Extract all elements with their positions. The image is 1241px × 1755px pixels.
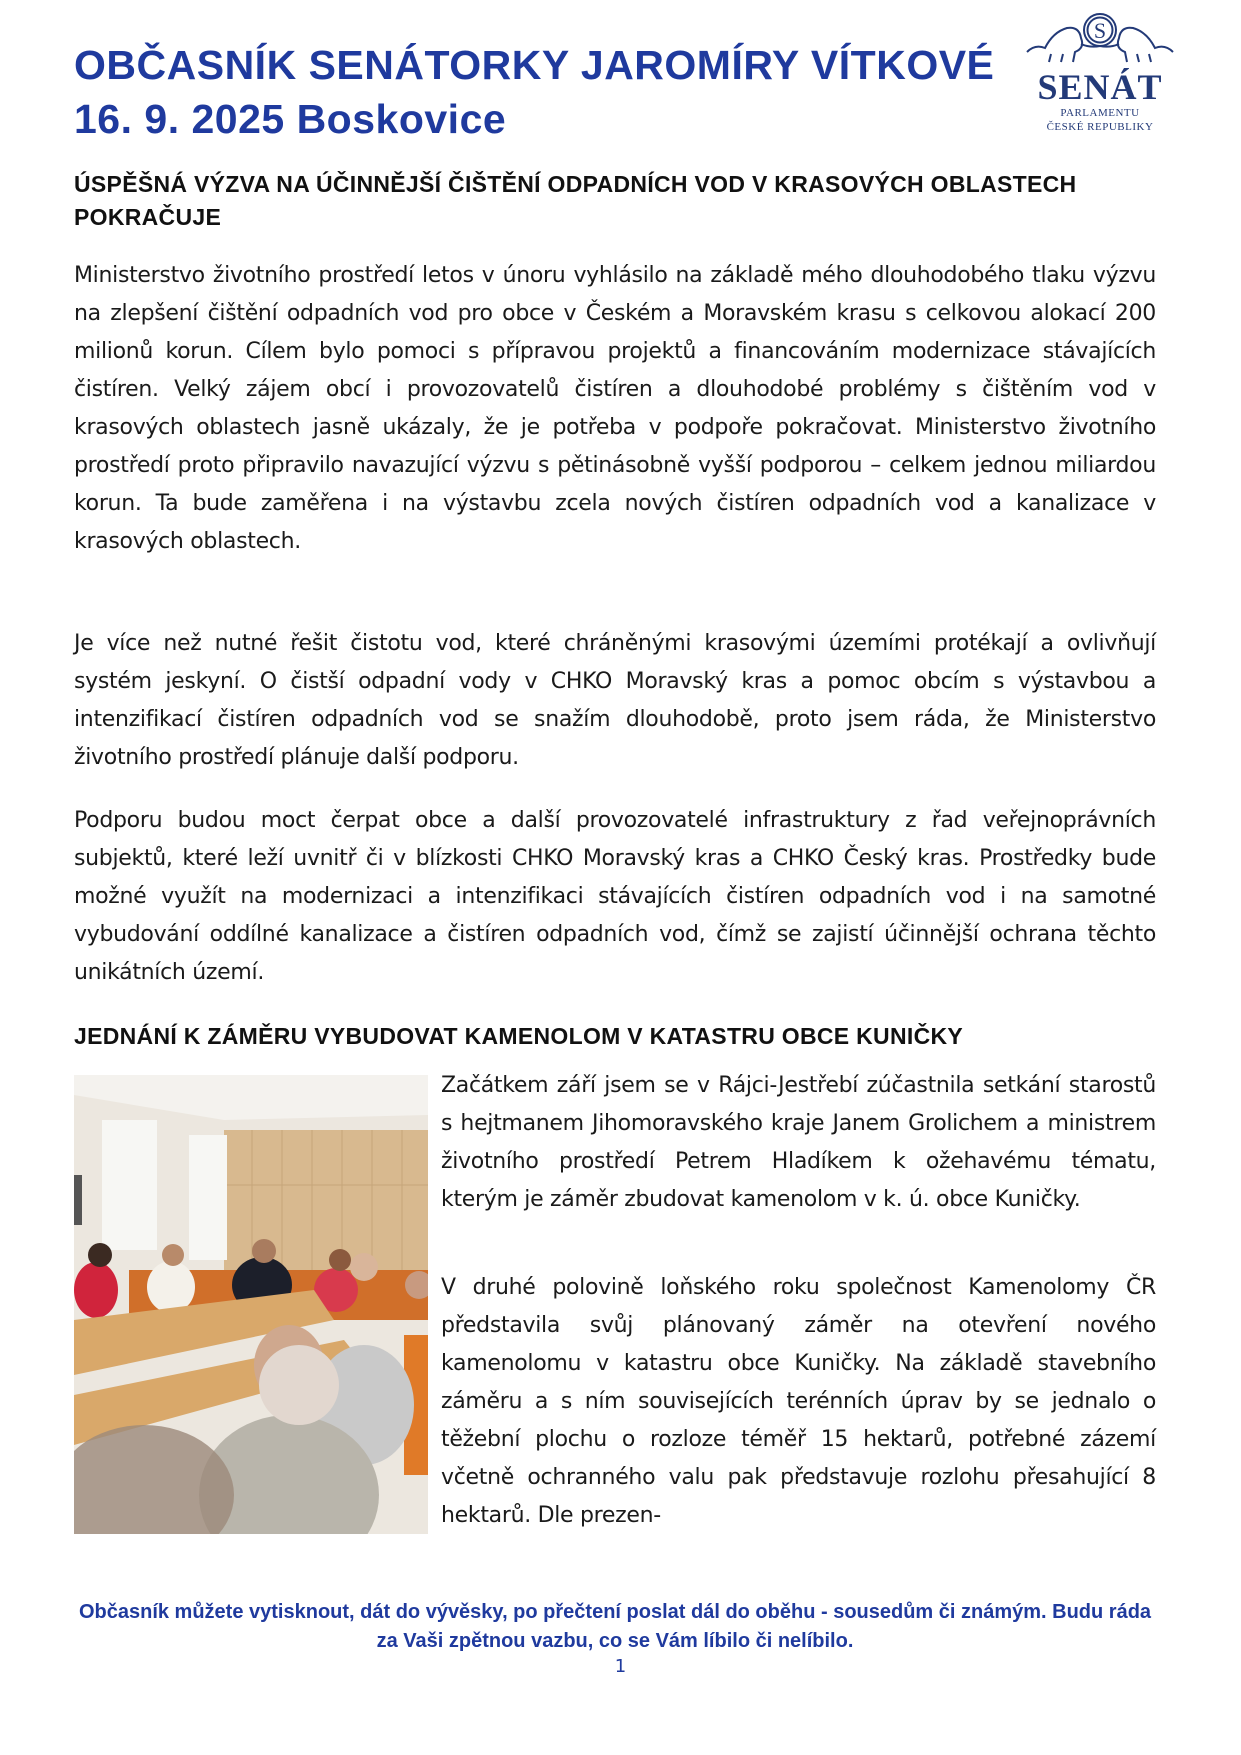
logo-wordmark: SENÁT	[1037, 67, 1163, 107]
page-number: 1	[614, 1656, 627, 1677]
meeting-photo	[74, 1075, 428, 1534]
meeting-room-image	[74, 1075, 428, 1534]
article-2-paragraph-2: V druhé polovině loňského roku společnost Kamenolomy ČR představila svůj plánovaný záměr na otevření nového kamenolomu v katastru obce Kuničky. Na základě stavebního záměru a s ním souvisejících terénních úprav by se jednalo o těžební plochu o rozloze téměř 15 hektarů, potřebné zázemí včetně ochranného valu pak představuje rozlohu přesahující 8 hektarů. Dle prezen-	[441, 1275, 1156, 1528]
footer-note: Občasník můžete vytisknout, dát do vývěsky, po přečtení poslat dál do oběhu - sousedům či známým. Budu ráda za Vaši zpětnou vazbu, co se Vám líbilo či nelíbilo.	[78, 1601, 1152, 1652]
logo-subtitle-2: ČESKÉ REPUBLIKY	[1046, 121, 1154, 133]
article-1-heading-line-2: POKRAČUJE	[74, 204, 222, 230]
title-line-2: 16. 9. 2025 Boskovice	[74, 96, 507, 142]
senat-logo	[1005, 8, 1195, 143]
article-1-heading	[74, 168, 1164, 234]
title-line-1: OBČASNÍK SENÁTORKY JAROMÍRY VÍTKOVÉ	[74, 42, 995, 88]
article-1-paragraph-2: Je více než nutné řešit čistotu vod, které chráněnými krasovými územími protékají a ovlivňují systém jeskyní. O čistší odpadní vody v CHKO Moravský kras a pomoc obcím s výstavbou a intenzifikací čistíren odpadních vod se snažím dlouhodobě, proto jsem ráda, že Ministerstvo životního prostředí plánuje další podporu.	[74, 631, 1156, 770]
article-1-paragraph-1: Ministerstvo životního prostředí letos v únoru vyhlásilo na základě mého dlouhodobého tlaku výzvu na zlepšení čištění odpadních vod pro obce v Českém a Moravském krasu s celkovou alokací 200 milionů korun. Cílem bylo pomoci s přípravou projektů a financováním modernizace stávajících čistíren. Velký zájem obcí i provozovatelů čistíren a dlouhodobé problémy s čištěním vod v krasových oblastech jasně ukázaly, že je potřeba v podpoře pokračovat. Ministerstvo životního prostředí proto připravilo navazující výzvu s pětinásobně vyšší podporou – celkem jednou miliardou korun. Ta bude zaměřena i na výstavbu zcela nových čistíren odpadních vod a kanalizace v krasových oblastech.	[74, 263, 1156, 554]
article-2-heading: JEDNÁNÍ K ZÁMĚRU VYBUDOVAT KAMENOLOM V KATASTRU OBCE KUNIČKY	[74, 1023, 964, 1049]
article-1-paragraph-3: Podporu budou moct čerpat obce a další provozovatelé infrastruktury z řad veřejnoprávních subjektů, které leží uvnitř či v blízkosti CHKO Moravský kras a CHKO Český kras. Prostředky bude možné využít na modernizaci a intenzifikaci stávajících čistíren odpadních vod i na samotné vybudování oddílné kanalizace a čistíren odpadních vod, čímž se zajistí účinnější ochrana těchto unikátních území.	[74, 808, 1156, 985]
article-1-heading-line-1: ÚSPĚŠNÁ VÝZVA NA ÚČINNĚJŠÍ ČIŠTĚNÍ ODPADNÍCH VOD V KRASOVÝCH OBLASTECH	[74, 171, 1077, 197]
svg-text:S: S	[1093, 18, 1107, 43]
newsletter-title	[74, 38, 994, 146]
lions-emblem-icon	[1015, 8, 1185, 70]
article-2-paragraph-1: Začátkem září jsem se v Rájci-Jestřebí zúčastnila setkání starostů s hejtmanem Jihomoravského kraje Janem Grolichem a ministrem životního prostředí Petrem Hladíkem k ožehavému tématu, kterým je záměr zbudovat kamenolom v k. ú. obce Kuničky.	[441, 1073, 1156, 1212]
logo-subtitle-1: PARLAMENTU	[1060, 107, 1140, 119]
